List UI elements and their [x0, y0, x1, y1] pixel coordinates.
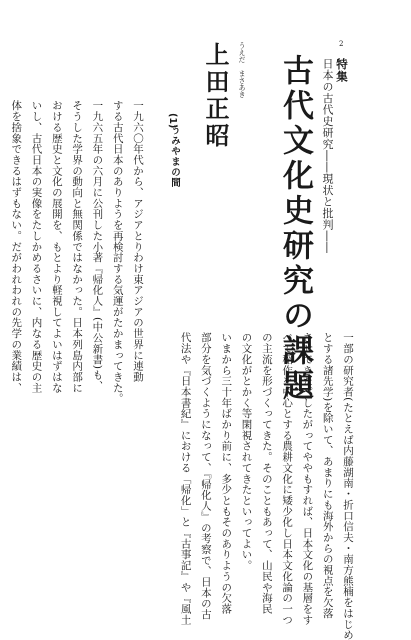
text-line: 体を捨象できるはずもない。だがわれわれの先学の業績は、 — [10, 100, 23, 393]
text-line: いまから三十年ばかり前に、多少ともそのありようの欠落 — [220, 332, 233, 615]
text-line: おける歴史と文化の展開を、もとより軽視してよいはずはな — [50, 100, 63, 393]
section-number: (1) — [167, 113, 178, 129]
article-title: 古代文化史研究の課題 — [277, 54, 313, 404]
text-line: 一部の研究者(たとえば内藤湖南・折口信夫・南方熊楠をはじめ — [342, 332, 354, 640]
text-line: いし、古代日本の実像をたしかめるさいに、内なる歴史の主 — [30, 100, 43, 393]
text-line: 一九六〇年代から、アジアとりわけ東アジアの世界に連動 — [132, 100, 144, 383]
text-line: の主流を形づくってきた。そのこともあって、山民や海民 — [260, 332, 273, 615]
author-ruby: うえだ まさあき — [238, 42, 246, 98]
body-text-lower — [48, 332, 358, 640]
text-line: とする諸先学)を除いて、あまりにも海外からの視点を欠落 — [321, 332, 334, 619]
text-line: 代法や『日本書紀』における「帰化」と『古事記』や『風土 — [179, 332, 192, 625]
section-title: うみやまの間 — [169, 125, 180, 188]
series-title: 日本の古代史研究――現状と批判―― — [321, 58, 334, 254]
text-line: そうした学界の動向と無関係ではなかった。日本列島内部に — [71, 100, 84, 393]
page-number: 2 — [339, 40, 344, 48]
series-tag: 特集 — [335, 58, 349, 83]
text-line: べて稲作を中心とする農耕文化に矮少化し日本文化論の一つ — [281, 332, 294, 625]
text-line: 部分を気づくようになって、『帰化人』の考察で、日本の古 — [199, 332, 212, 620]
author-name: 上田正昭 — [201, 42, 229, 150]
body-text-upper — [10, 100, 148, 404]
text-line: させてきた。したがってややもすれば、日本文化の基層をす — [301, 332, 314, 625]
text-line: 一九六五年の六月に公刊した小著『帰化人』(中公新書)も、 — [91, 100, 104, 391]
text-line: する古代日本のありようを再検討する気運がたかまってきた。 — [111, 100, 124, 404]
text-line: の文化がとかく等閑視されてきたといってよい。 — [240, 332, 253, 571]
